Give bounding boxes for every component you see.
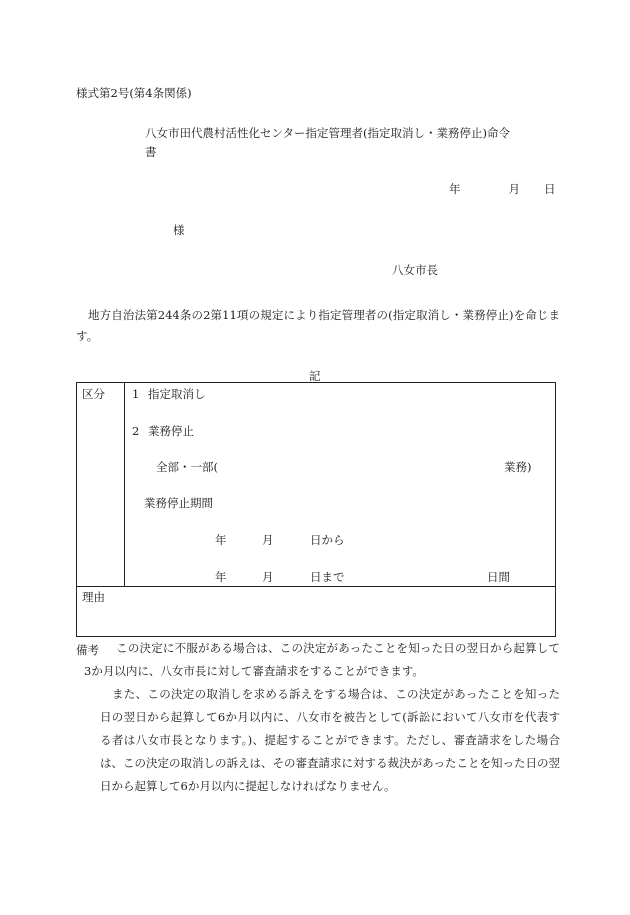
- kubun-label: 区分: [82, 387, 105, 401]
- table-column-divider: [124, 383, 125, 586]
- table-row-divider: [77, 586, 555, 587]
- notes-heading: 備考: [76, 643, 99, 657]
- item-1-number: 1: [132, 387, 140, 401]
- from-month-label: 月: [262, 533, 274, 547]
- period-label: 業務停止期間: [144, 496, 213, 510]
- item-1-label: 指定取消し: [148, 387, 206, 401]
- from-year-label: 年: [215, 533, 227, 547]
- date-day-label: 日: [544, 182, 556, 196]
- issuer-name: 八女市長: [392, 263, 438, 277]
- to-month-label: 月: [262, 570, 274, 584]
- note-paragraph-1-text: この決定に不服がある場合は、この決定があったことを知った日の翌日から起算して3か月以内に、八女市長に対して審査請求をすることができます。: [84, 641, 560, 678]
- scope-close-label: 業務): [504, 460, 532, 474]
- addressee-suffix: 様: [173, 223, 185, 237]
- date-month-label: 月: [508, 182, 520, 196]
- item-2-number: 2: [132, 424, 140, 438]
- form-number-label: 様式第2号(第4条関係): [76, 86, 192, 100]
- scope-open-label: 全部・一部(: [156, 460, 218, 474]
- ki-heading: 記: [309, 369, 321, 383]
- order-body-text: 地方自治法第244条の2第11項の規定により指定管理者の(指定取消し・業務停止)を命じます。: [76, 308, 560, 343]
- order-details-table: [76, 382, 556, 637]
- from-day-label: 日から: [310, 533, 345, 547]
- note-paragraph-1: [84, 637, 560, 683]
- to-day-label: 日まで: [310, 570, 345, 584]
- item-2-label: 業務停止: [148, 424, 194, 438]
- reason-label: 理由: [82, 590, 105, 604]
- issue-date: [449, 182, 556, 196]
- document-title: 八女市田代農村活性化センター指定管理者(指定取消し・業務停止)命令書: [145, 126, 511, 159]
- date-year-label: 年: [449, 182, 461, 196]
- note-paragraph-2: また、この決定の取消しを求める訴えをする場合は、この決定があったことを知った日の翌日から起算して6か月以内に、八女市を被告として(訴訟において八女市を代表する者は八女市長となります。)、提起することができます。ただし、審査請求をした場合は、この決定の取消しの訴えは、その審査請求に対する裁決があったことを知った日の翌日から起算して6か月以内に提起しなければなりません。: [100, 687, 560, 793]
- days-label: 日間: [487, 570, 510, 584]
- to-year-label: 年: [215, 570, 227, 584]
